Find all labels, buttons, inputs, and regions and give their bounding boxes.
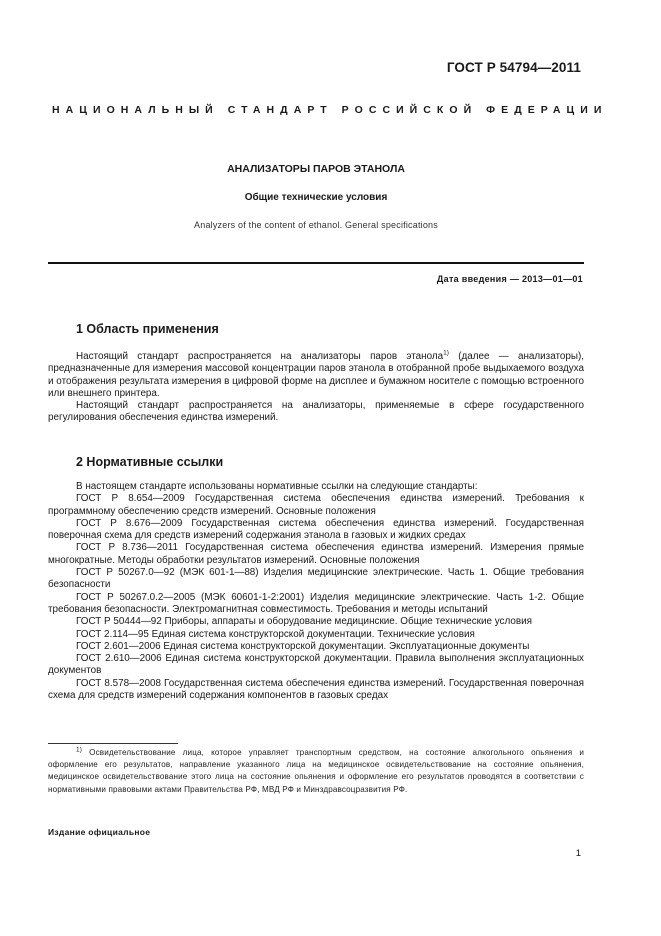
footnote-divider	[48, 743, 178, 744]
section-1-body	[48, 351, 584, 425]
section-1-heading: 1 Область применения	[76, 322, 219, 336]
document-title-english: Analyzers of the content of ethanol. General specifications	[194, 220, 438, 230]
reference-item: ГОСТ 2.114—95 Единая система конструкторской документации. Технические условия	[76, 628, 475, 640]
reference-item: ГОСТ Р 8.676—2009 Государственная система обеспечения единства измерений. Государственная поверочная схема для средств измерений содержания этанола в газовых и жидких средах	[48, 517, 584, 542]
section-2-heading: 2 Нормативные ссылки	[76, 455, 224, 469]
reference-item: ГОСТ Р 50267.0.2—2005 (МЭК 60601-1-2:2001) Изделия медицинские электрические. Часть 1-2. Общие требования безопасности. Электромагнитная совместимость. Требования и методы испытаний	[48, 591, 584, 615]
reference-item: ГОСТ Р 50444—92 Приборы, аппараты и оборудование медицинские. Общие технические условия	[76, 616, 532, 628]
reference-item: ГОСТ Р 8.736—2011 Государственная система обеспечения единства измерений. Измерения прямые многократные. Методы обработки результатов измерений. Основные положения	[48, 542, 584, 566]
official-edition-label: Издание официальное	[48, 827, 151, 837]
section-1-paragraph-1-text-b: (далее — анализаторы), предназначенные для измерения массовой концентрации паров этанола в отобранной пробе выдыхаемого воздуха и отображения результата измерения в цифровой форме на дисплее и бумажном носителе с помощью встроенного или внешнего принтера.	[48, 351, 584, 399]
footnote-marker: 1)	[76, 746, 83, 754]
section-1-paragraph-1	[48, 351, 584, 400]
national-standard-heading: НАЦИОНАЛЬНЫЙ СТАНДАРТ РОССИЙСКОЙ ФЕДЕРАЦИИ	[52, 104, 608, 116]
section-1-paragraph-1-text-a: Настоящий стандарт распространяется на анализаторы паров этанола	[76, 351, 444, 362]
introduction-date: Дата введения — 2013—01—01	[436, 274, 583, 284]
footnote-body: Освидетельствование лица, которое управляет транспортным средством, на состояние алкогольного опьянения и оформление его результатов, направление указанного лица на медицинское освидетельствование на состояние опьянения, медицинское освидетельствование этого лица на состояние опьянения и оформление его результатов проводятся в соответствии с нормативными правовыми актами Правительства РФ, МВД РФ и Минздравсоцразвития РФ.	[48, 748, 584, 794]
title-divider	[48, 262, 584, 264]
footnote-ref: 1)	[443, 349, 449, 357]
reference-item: ГОСТ 2.601—2006 Единая система конструкторской документации. Эксплуатационные документы	[76, 640, 530, 652]
footnote-text	[48, 747, 584, 796]
document-title: АНАЛИЗАТОРЫ ПАРОВ ЭТАНОЛА	[227, 163, 405, 175]
page-number: 1	[575, 848, 581, 859]
section-1-paragraph-2: Настоящий стандарт распространяется на анализаторы, применяемые в сфере государственного регулирования обеспечения единства измерений.	[48, 400, 584, 424]
document-subtitle: Общие технические условия	[244, 192, 388, 203]
section-2-intro: В настоящем стандарте использованы нормативные ссылки на следующие стандарты:	[76, 481, 478, 492]
reference-item: ГОСТ Р 50267.0—92 (МЭК 601-1—88) Изделия медицинские электрические. Часть 1. Общие требования безопасности	[48, 567, 584, 591]
reference-item: ГОСТ Р 8.654—2009 Государственная система обеспечения единства измерений. Требования к программному обеспечению средств измерений. Основные положения	[48, 493, 584, 517]
section-2-body	[48, 481, 584, 702]
reference-item: ГОСТ 8.578—2008 Государственная система обеспечения единства измерений. Государственная поверочная схема для средств измерений содержания компонентов в газовых средах	[48, 677, 584, 702]
gost-number: ГОСТ Р 54794—2011	[446, 60, 581, 75]
footnote	[48, 747, 584, 796]
reference-item: ГОСТ 2.610—2006 Единая система конструкторской документации. Правила выполнения эксплуатационных документов	[48, 653, 584, 677]
